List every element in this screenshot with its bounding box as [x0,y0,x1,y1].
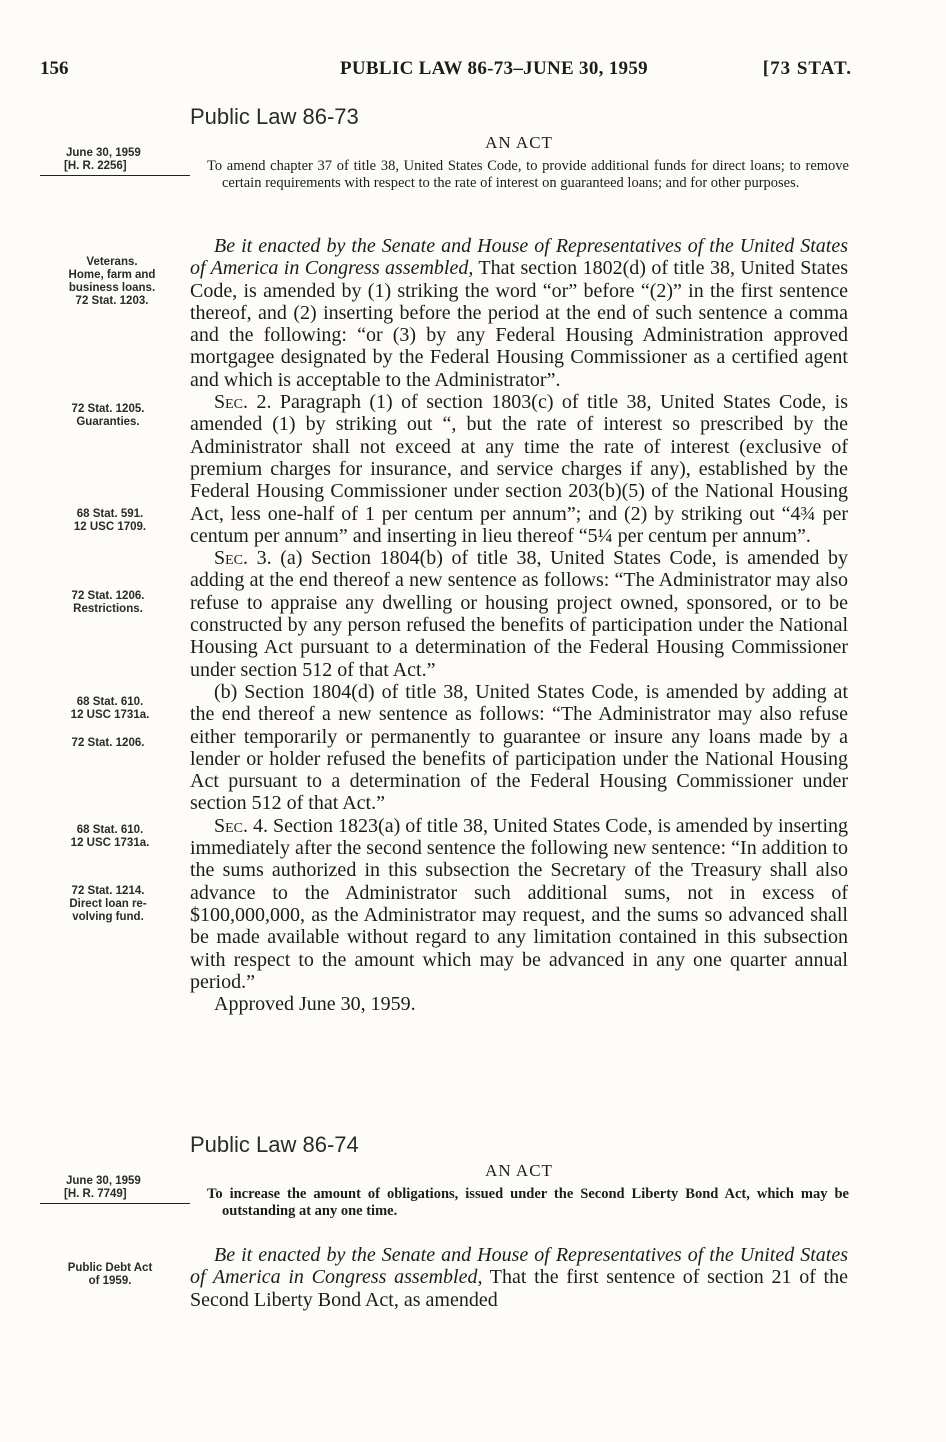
running-title: PUBLIC LAW 86-73–JUNE 30, 1959 [340,58,648,79]
bill-number-2: [H. R. 7749] [40,1188,190,1204]
act-label: AN ACT [485,133,553,152]
law-heading-2: Public Law 86-74 [190,1132,359,1157]
law-body [190,235,848,1015]
approval-line: Approved June 30, 1959. [214,993,416,1016]
margin-note-68-stat-591: 68 Stat. 591. 12 USC 1709. [73,508,147,533]
act-purpose: To amend chapter 37 of title 38, United States Code, to provide additional funds for direct loans; to remove certain requirements with respect to the rate of interest on guaranteed loans; and for other purposes. [207,158,849,191]
law-heading: Public Law 86-73 [190,104,359,129]
page-number: 156 [40,58,69,79]
section-1: Be it enacted by the Senate and House of Representatives of the United States of America in Congress assembled, That section 1802(d) of title 38, United States Code, is amended by (1) striking the word “or” before “(2)” in the first sentence thereof, and (2) inserting before the period at the end of such sentence a comma and the following: “or (3) by any Federal Housing Administration approved mortgagee designated by the Federal Housing Commissioner as a certified agent and which is acceptable to the Administrator”. [190,235,848,391]
margin-note-guaranties: 72 Stat. 1205. Guaranties. [71,403,145,428]
section-4: Sec. 4. Section 1823(a) of title 38, United States Code, is amended by inserting immediately after the second sentence the following new sentence: “In addition to the sums authorized in this subsection the Secretary of the Treasury shall also advance to the Administrator such additional sums, not in excess of $100,000,000, as the Administrator may request, and the sums so advanced shall be made available without regard to any limitation contained in this subsection with respect to the amount which may be advanced in any one quarter annual period.” [190,814,848,993]
section-3b: (b) Section 1804(d) of title 38, United States Code, is amended by adding at the end thereof a new sentence as follows: “The Administrator may also refuse either temporarily or permanently to guarantee or insure any loans made by a lender or holder refused the benefits of participation under the National Housing Act pursuant to a determination of the Federal Housing Commissioner under section 512 of that Act.” [190,680,848,815]
section-3a: Sec. 3. (a) Section 1804(b) of title 38, United States Code, is amended by adding at the end thereof a new sentence as follows: “The Administrator may also refuse to appraise any dwelling or housing project owned, sponsored, or to be constructed by any person refused the benefits of participation under the National Housing Act pursuant to a determination of the Federal Housing Commissioner under section 512 of that Act.” [190,547,848,681]
law2-section-1: Be it enacted by the Senate and House of Representatives of the United States of America in Congress assembled, That the first sentence of section 21 of the Second Liberty Bond Act, as amended [190,1244,848,1311]
law-date: June 30, 1959 [66,147,141,159]
act-label-2: AN ACT [485,1161,553,1180]
margin-note-veterans: Veterans. Home, farm and business loans. 72 Stat. 1203. [68,256,156,307]
enacting-clause-2: Be it enacted by the Senate and House of Representatives of the United States of America in Congress assembled, [190,1244,848,1289]
margin-note-68-stat-610: 68 Stat. 610. 12 USC 1731a. [70,696,150,721]
law-date-block-2 [40,1175,190,1204]
margin-note-direct-loan: 72 Stat. 1214. Direct loan re- volving fund. [69,885,147,923]
bill-number: [H. R. 2256] [40,160,190,176]
section-2: Sec. 2. Paragraph (1) of section 1803(c) of title 38, United States Code, is amended (1) by striking out “, but the rate of interest so prescribed by the Administrator shall not exceed at any time the rate of interest (exclusive of premium charges for insurance, and service charges if any), established by the Federal Housing Commissioner under section 203(b)(5) of the National Housing Act, less one-half of 1 per centum per annum”; and (2) by striking out “4¾ per centum per annum” and inserting in lieu thereof “5¼ per centum per annum”. [190,391,849,547]
margin-note-restrictions: 72 Stat. 1206. Restrictions. [71,590,145,615]
margin-note-public-debt: Public Debt Act of 1959. [67,1262,153,1287]
enacting-clause: Be it enacted by the Senate and House of Representatives of the United States of America in Congress assembled, [190,235,848,280]
law-body-2 [190,1244,848,1311]
law-date-block [40,147,190,176]
act-purpose-2: To increase the amount of obligations, issued under the Second Liberty Bond Act, which may be outstanding at any one time. [207,1186,849,1219]
section-label: Sec. 2. [214,391,272,414]
section-label: Sec. 3. [214,547,272,570]
section-label: Sec. 4. [214,814,269,837]
law-date-2: June 30, 1959 [66,1175,141,1187]
running-header [40,58,852,88]
margin-note-72-stat-1206: 72 Stat. 1206. [71,737,145,749]
stat-reference: [73 STAT. [762,58,852,79]
margin-note-68-stat-610-b: 68 Stat. 610. 12 USC 1731a. [70,824,150,849]
